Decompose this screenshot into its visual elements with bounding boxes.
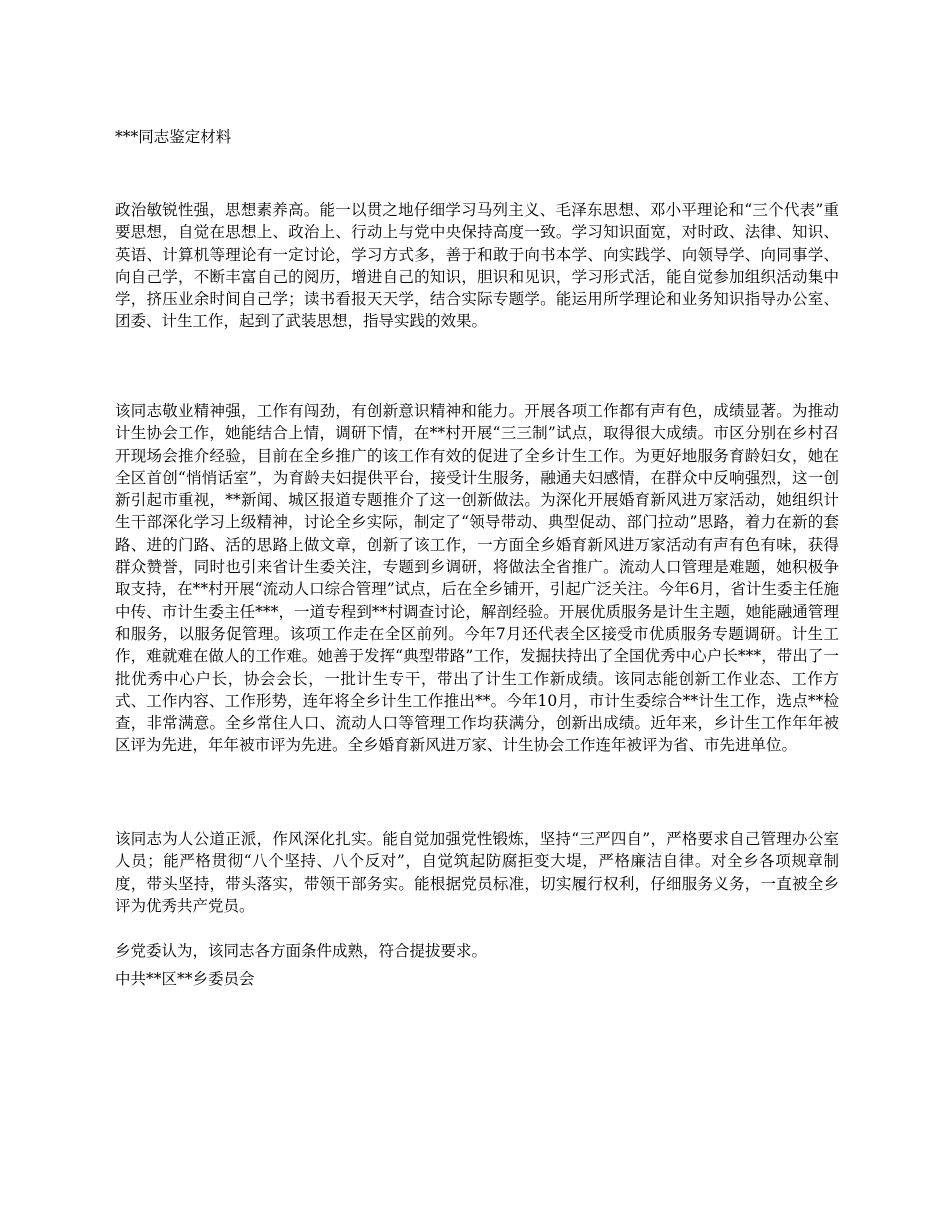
paragraph-work-performance: 该同志敬业精神强，工作有闯劲，有创新意识精神和能力。开展各项工作都有声有色，成绩显著。为推动计生协会工作，她能结合上情，调研下情，在**村开展“三三制”试点，取得很大成绩。市区分别在乡村召开现场会推介经验，目前在全乡推广的该工作有效的促进了全乡计生工作。为更好地服务育龄妇女，她在全区首创“悄悄话室”，为育龄夫妇提供平台，接受计生服务，融通夫妇感情，在群众中反响强烈，这一创新引起市重视，**新闻、城区报道专题推介了这一创新做法。为深化开展婚育新风进万家活动，她组织计生干部深化学习上级精神，讨论全乡实际，制定了“领导带动、典型促动、部门拉动”思路，着力在新的套路、进的门路、活的思路上做文章，创新了该工作，一方面全乡婚育新风进万家活动有声有色有味，获得群众赞誉，同时也引来省计生委关注，专题到乡调研，将做法全省推广。流动人口管理是难题，她积极争取支持，在**村开展“流动人口综合管理”试点，后在全乡铺开，引起广泛关注。今年6月，省计生委主任施中传、市计生委主任***，一道专程到**村调查讨论，解剖经验。开展优质服务是计生主题，她能融通管理和服务，以服务促管理。该项工作走在全区前列。今年7月还代表全区接受市优质服务专题调研。计生工作，难就难在做人的工作难。她善于发挥“典型带路”工作，发掘扶持出了全国优秀中心户长***，带出了一批优秀中心户长，协会会长，一批计生专干，带出了计生工作新成绩。该同志能创新工作业态、工作方式、工作内容、工作形势，连年将全乡计生工作推出**。今年10月，市计生委综合**计生工作，选点**检查，非常满意。全乡常住人口、流动人口等管理工作均获满分，创新出成绩。近年来，乡计生工作年年被区评为先进，年年被市评为先进。全乡婚育新风进万家、计生协会工作连年被评为省、市先进单位。 (115, 402, 839, 755)
paragraph-political-quality: 政治敏锐性强，思想素养高。能一以贯之地仔细学习马列主义、毛泽东思想、邓小平理论和“三个代表”重要思想，自觉在思想上、政治上、行动上与党中央保持高度一致。学习知识面宽，对时政、法律、知识、英语、计算机等理论有一定讨论，学习方式多，善于和敢于向书本学、向实践学、向领导学、向同事学、向自己学，不断丰富自己的阅历，增进自己的知识，胆识和见识，学习形式活，能自觉参加组织活动集中学，挤压业余时间自己学；读书看报天天学，结合实际专题学。能运用所学理论和业务知识指导办公室、团委、计生工作，起到了武装思想，指导实践的效果。 (115, 201, 839, 331)
document-title: ***同志鉴定材料 (115, 128, 232, 146)
signature-organization: 中共**区**乡委员会 (115, 970, 255, 988)
paragraph-conclusion: 乡党委认为，该同志各方面条件成熟，符合提拔要求。 (115, 942, 488, 960)
paragraph-conduct: 该同志为人公道正派，作风深化扎实。能自觉加强党性锻炼，坚持“三严四自”，严格要求自己管理办公室人员；能严格贯彻“八个坚持、八个反对”，自觉筑起防腐拒变大堤，严格廉洁自律。对全乡各项规章制度，带头坚持，带头落实，带领干部务实。能根据党员标准，切实履行权利，仔细服务义务，一直被全乡评为优秀共产党员。 (115, 830, 839, 915)
